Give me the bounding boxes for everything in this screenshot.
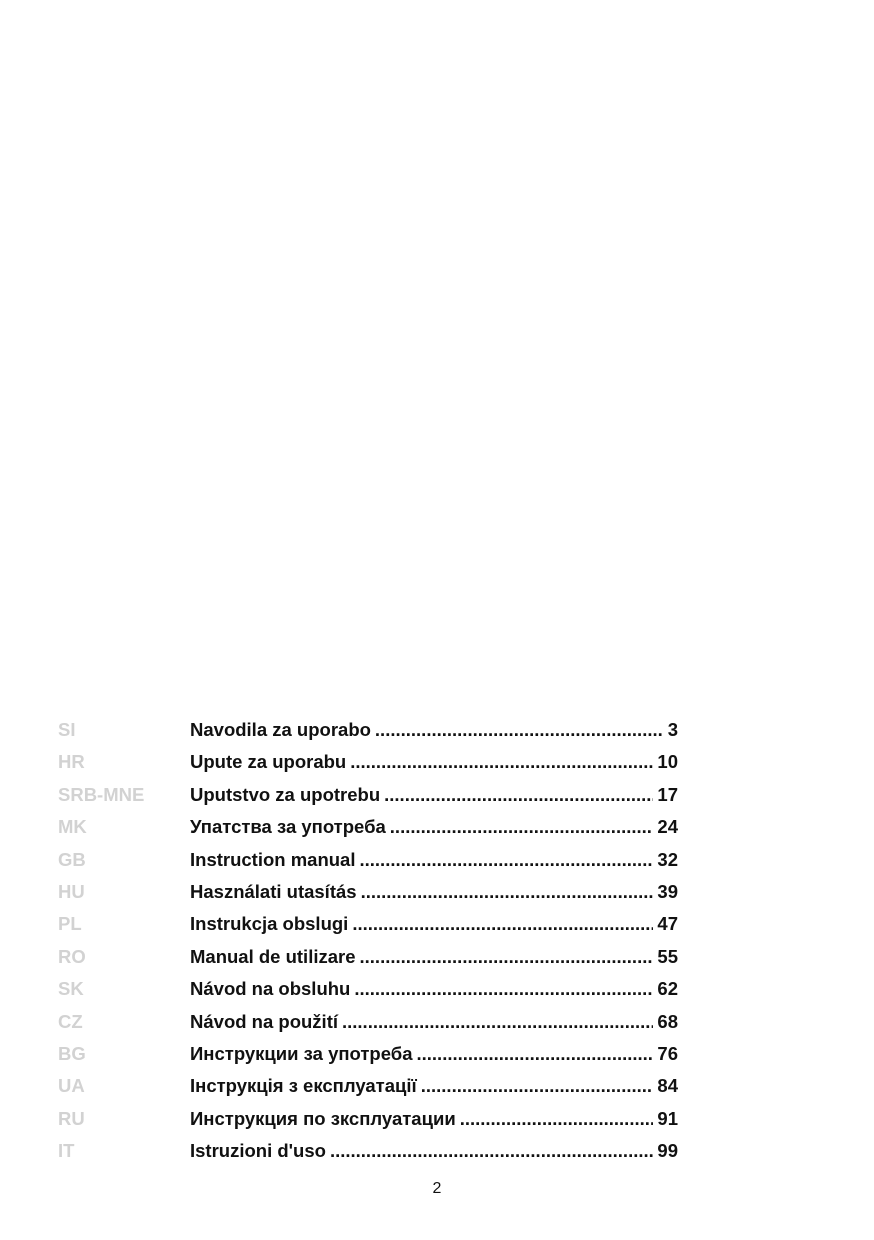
- language-code: CZ: [58, 1010, 83, 1032]
- page-number: 24: [657, 816, 678, 838]
- language-code: GB: [58, 848, 86, 870]
- toc-row-bg[interactable]: [58, 1038, 678, 1070]
- manual-title: Инструкция по зксплуатации: [190, 1107, 456, 1129]
- toc-row-si[interactable]: [58, 714, 678, 746]
- footer-page-number: 2: [432, 1180, 442, 1197]
- page-number: 68: [657, 1010, 678, 1032]
- toc-row-ua[interactable]: [58, 1070, 678, 1102]
- toc-row-srb-mne[interactable]: [58, 779, 678, 811]
- manual-title: Návod na použití: [190, 1010, 338, 1032]
- manual-title: Navodila za uporabo: [190, 719, 371, 740]
- dot-leader: [390, 811, 654, 843]
- page-number: 17: [657, 783, 678, 805]
- language-code: IT: [58, 1140, 75, 1162]
- manual-title: Інструкція з експлуатації: [190, 1075, 417, 1097]
- page-number: 3: [667, 719, 678, 740]
- toc-row-hu[interactable]: [58, 876, 678, 908]
- language-code: PL: [58, 913, 82, 935]
- page-number: 91: [657, 1107, 678, 1129]
- language-code: SK: [58, 978, 84, 1000]
- toc-row-pl[interactable]: [58, 908, 678, 940]
- dot-leader: [330, 1135, 653, 1167]
- manual-title: Uputstvo za upotrebu: [190, 783, 381, 805]
- manual-title: Instrukcja obslugi: [190, 913, 349, 935]
- language-code: UA: [58, 1075, 85, 1097]
- page-number: 10: [657, 751, 678, 773]
- language-code: HR: [58, 751, 85, 773]
- dot-leader: [354, 973, 653, 1005]
- manual-title: Manual de utilizare: [190, 945, 356, 967]
- manual-title: Instruction manual: [190, 848, 356, 870]
- toc-row-mk[interactable]: [58, 811, 678, 843]
- toc-row-ru[interactable]: [58, 1103, 678, 1135]
- manual-title: Návod na obsluhu: [190, 978, 351, 1000]
- language-code: RO: [58, 945, 86, 967]
- dot-leader: [375, 714, 664, 746]
- page-number: 47: [657, 913, 678, 935]
- page-number: 76: [657, 1042, 678, 1064]
- page-number: 39: [657, 880, 678, 902]
- manual-title: Инструкции за употреба: [190, 1042, 413, 1064]
- page-number: 84: [657, 1075, 678, 1097]
- manual-title: Upute za uporabu: [190, 751, 347, 773]
- dot-leader: [352, 908, 653, 940]
- dot-leader: [350, 746, 653, 778]
- manual-title: Упатства за употреба: [190, 816, 386, 838]
- toc-row-ro[interactable]: [58, 941, 678, 973]
- page-number: 99: [657, 1140, 678, 1162]
- toc-row-sk[interactable]: [58, 973, 678, 1005]
- dot-leader: [421, 1070, 654, 1102]
- dot-leader: [342, 1006, 653, 1038]
- manual-title: Istruzioni d'uso: [190, 1140, 326, 1162]
- language-code: MK: [58, 816, 87, 838]
- toc-row-hr[interactable]: [58, 746, 678, 778]
- language-code: SRB-MNE: [58, 783, 145, 805]
- dot-leader: [417, 1038, 654, 1070]
- manual-title: Használati utasítás: [190, 880, 357, 902]
- table-of-contents: [58, 714, 678, 1167]
- language-code: RU: [58, 1107, 85, 1129]
- toc-row-gb[interactable]: [58, 844, 678, 876]
- dot-leader: [361, 876, 654, 908]
- toc-row-it[interactable]: [58, 1135, 678, 1167]
- page-number: 32: [657, 848, 678, 870]
- language-code: HU: [58, 880, 85, 902]
- toc-row-cz[interactable]: [58, 1006, 678, 1038]
- page-number: 62: [657, 978, 678, 1000]
- language-code: SI: [58, 719, 76, 740]
- page-number: 55: [657, 945, 678, 967]
- dot-leader: [460, 1103, 654, 1135]
- dot-leader: [384, 779, 653, 811]
- dot-leader: [360, 844, 654, 876]
- language-code: BG: [58, 1042, 86, 1064]
- dot-leader: [360, 941, 654, 973]
